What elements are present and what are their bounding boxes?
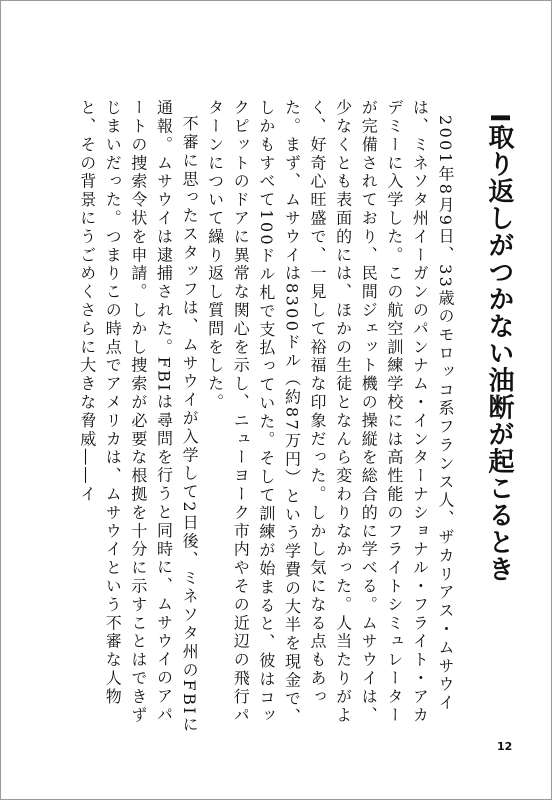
chapter-heading: [486, 113, 512, 741]
chapter-number: I: [484, 113, 514, 124]
page-number: 12: [497, 740, 513, 753]
body-paragraph-1: 2001年8月9日、33歳のモロッコ系フランス人、ザカリアス・ムサウイは、ミネソタ州イーガンのパンナム・インターナショナル・フライト・アカデミーに入学した。この航空訓練学校には高性能のフライトシミュレーターが完備されており、民間ジェット機の操縦を総合的に学べる。ムサウイは、少なくとも表面的には、ほかの生徒となんら変わりなかった。人当たりがよく、好奇心旺盛で、一見して裕福な印象だった。しかし気になる点もあった。まず、ムサウイは8300ドル（約87万円）という学費の大半を現金で、しかもすべて100ドル札で支払っていた。そして訓練が始まると、彼はコックピットのドアに異常な関心を示し、ニューヨーク市内やその近辺の飛行パターンについて繰り返し質問をした。: [205, 99, 455, 727]
vertical-text-block: [74, 99, 512, 741]
chapter-title: 取り返しがつかない油断が起こるとき: [484, 123, 514, 583]
body-paragraph-2: 不審に思ったスタッフは、ムサウイが入学して2日後、ミネソタ州のFBIに通報。ムサウイは逮捕された。FBIは尋問を行うと同時に、ムサウイのアパートの捜索令状を申請。しかし捜索が必要な根拠を十分に示すことはできずじまいだった。つまりこの時点でアメリカは、ムサウイという不審な人物と、その背景にうごめくさらに大きな脅威――イ: [77, 99, 200, 735]
